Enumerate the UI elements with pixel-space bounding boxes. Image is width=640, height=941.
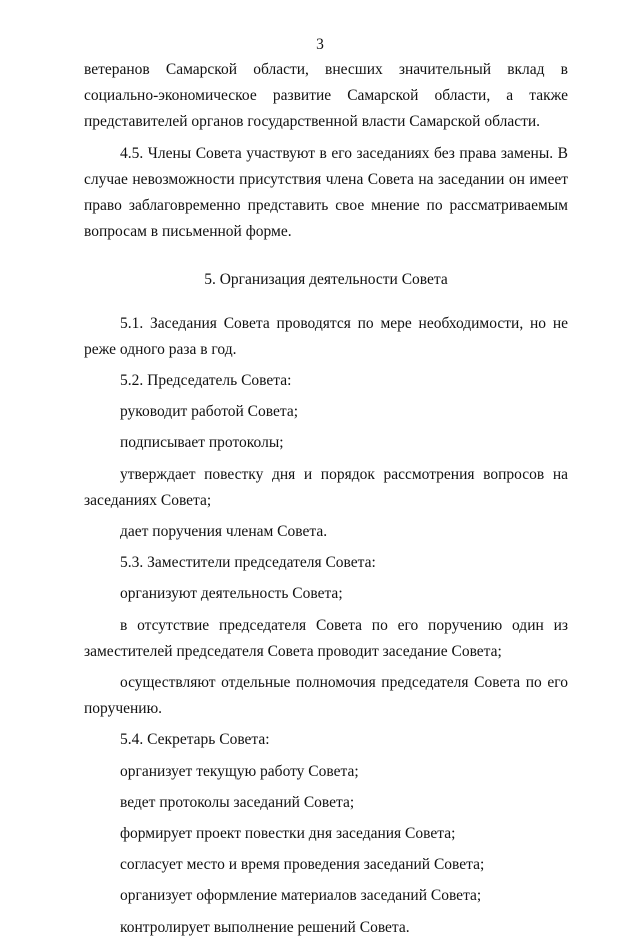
secretary-duty-item: формирует проект повестки дня заседания Совета; — [120, 825, 456, 843]
paragraph-5-2: 5.2. Председатель Совета: — [120, 372, 292, 390]
deputy-duty-item: осуществляют отдельные полномочия председателя Совета по его поручению. — [84, 674, 568, 718]
document-body — [84, 57, 568, 941]
page-number: 3 — [316, 36, 324, 53]
chair-duty-item: подписывает протоколы; — [120, 434, 284, 452]
secretary-duty-item: контролирует выполнение решений Совета. — [120, 918, 410, 936]
secretary-duty-item: согласует место и время проведения заседаний Совета; — [120, 856, 485, 874]
secretary-duty-item: организует оформление материалов заседаний Совета; — [120, 887, 482, 905]
paragraph-4-5: 4.5. Члены Совета участвуют в его заседаниях без права замены. В случае невозможности присутствия члена Совета на заседании он имеет право заблаговременно представить свое мнение по рассматриваемым вопросам в письменной форме. — [84, 144, 568, 241]
paragraph-5-4: 5.4. Секретарь Совета: — [120, 731, 270, 749]
secretary-duty-item: организует текущую работу Совета; — [120, 762, 359, 780]
paragraph-5-1: 5.1. Заседания Совета проводятся по мере необходимости, но не реже одного раза в год. — [84, 314, 568, 358]
deputy-duty-item: в отсутствие председателя Совета по его поручению один из заместителей председателя Совета проводит заседание Совета; — [84, 616, 568, 660]
chair-duty-item: руководит работой Совета; — [120, 403, 299, 421]
paragraph-continuation: ветеранов Самарской области, внесших значительный вклад в социально-экономическое развитие Самарской области, а также представителей органов государственной власти Самарской области. — [84, 61, 568, 131]
secretary-duty-item: ведет протоколы заседаний Совета; — [120, 793, 355, 811]
paragraph-5-3: 5.3. Заместители председателя Совета: — [120, 554, 376, 572]
section-heading-5: 5. Организация деятельности Совета — [204, 271, 448, 289]
deputy-duty-item: организуют деятельность Совета; — [120, 585, 343, 603]
chair-duty-item: дает поручения членам Совета. — [120, 523, 328, 541]
chair-duty-item: утверждает повестку дня и порядок рассмотрения вопросов на заседаниях Совета; — [84, 465, 568, 509]
